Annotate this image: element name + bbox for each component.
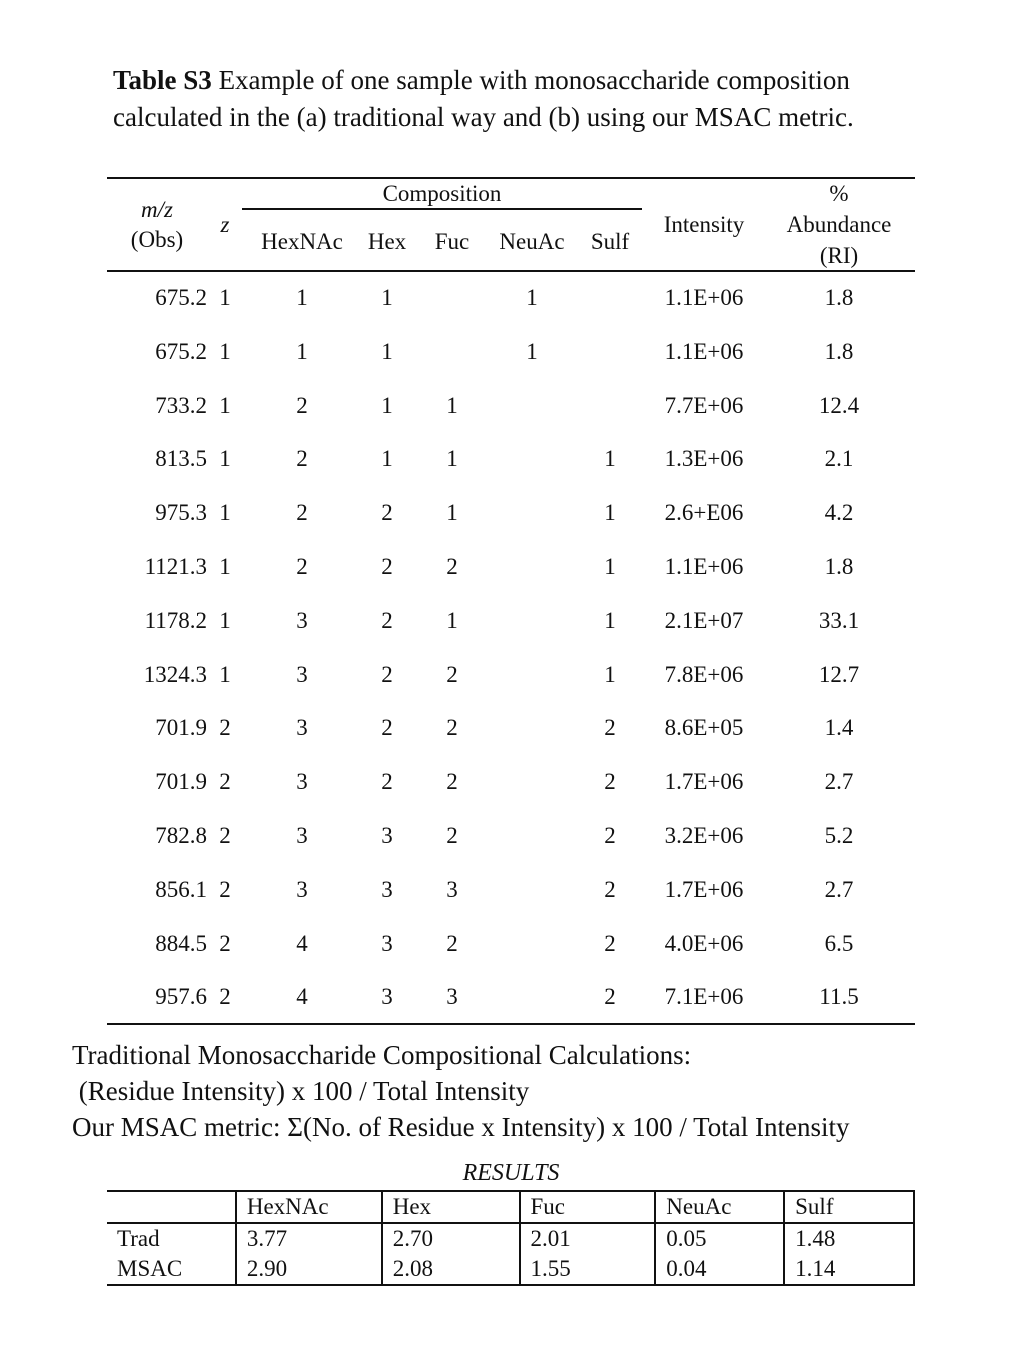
header-intensity: Intensity: [663, 212, 745, 237]
formula-trad: (Residue Intensity) x 100 / Total Intensity: [72, 1076, 530, 1106]
results-row-label: MSAC: [107, 1254, 236, 1285]
results-header-neuac: NeuAc: [655, 1191, 784, 1223]
table-cell-hex: 1: [381, 338, 393, 364]
table-cell-hex: 2: [381, 769, 393, 795]
table-cell-fuc: 2: [446, 554, 458, 579]
table-cell-hexnac: 3: [296, 876, 308, 902]
table-cell-hexnac: 3: [296, 607, 308, 633]
table-cell-abundance: 1.4: [824, 715, 854, 741]
table-cell-hexnac: 4: [296, 930, 308, 956]
formula-trad-heading: Traditional Monosaccharide Compositional Calculations:: [72, 1040, 692, 1070]
table-cell-intensity: 8.6E+05: [664, 715, 744, 741]
table-cell-mz: 957.6: [155, 984, 207, 1010]
table-cell-fuc: 2: [446, 930, 458, 956]
table-cell-hex: 2: [381, 715, 393, 741]
table-cell-z: 2: [219, 715, 231, 741]
caption-text: Example of one sample with monosaccharide composition calculated in the (a) traditional way and (b) using our MSAC metric.: [113, 65, 854, 132]
table-cell-z: 2: [219, 984, 231, 1010]
table-cell-abundance: 11.5: [819, 984, 859, 1010]
table-cell-hexnac: 3: [296, 661, 308, 687]
table-cell-intensity: 2.1E+07: [664, 607, 744, 633]
table-cell-sulf: 1: [604, 446, 616, 472]
table-cell-fuc: 2: [446, 769, 458, 795]
table-cell-fuc: 2: [446, 823, 458, 848]
table-cell-hex: 2: [381, 607, 393, 633]
table-cell-intensity: 1.1E+06: [664, 554, 744, 579]
table-top-rule: [107, 177, 915, 179]
results-value-neuac: 0.04: [655, 1254, 784, 1285]
table-cell-hexnac: 2: [296, 392, 308, 418]
table-cell-mz: 701.9: [155, 769, 207, 795]
results-header-fuc: Fuc: [520, 1191, 656, 1223]
table-cell-sulf: 2: [604, 715, 616, 741]
table-cell-abundance: 33.1: [818, 607, 860, 633]
table-cell-z: 2: [219, 930, 231, 956]
table-cell-hex: 3: [381, 984, 393, 1010]
table-cell-abundance: 12.4: [818, 392, 860, 418]
results-row-trad: [107, 1223, 914, 1254]
results-value-neuac: 0.05: [655, 1223, 784, 1254]
results-value-hexnac: 3.77: [236, 1223, 382, 1254]
table-cell-abundance: 4.2: [824, 500, 854, 526]
table-cell-hexnac: 3: [296, 715, 308, 741]
table-cell-hex: 1: [381, 446, 393, 472]
header-hex: Hex: [367, 229, 407, 254]
results-header-sulf: Sulf: [784, 1191, 914, 1223]
table-cell-z: 1: [219, 392, 231, 418]
table-cell-neuac: 1: [526, 285, 538, 310]
table-cell-z: 1: [219, 661, 231, 687]
table-cell-intensity: 4.0E+06: [664, 930, 744, 956]
table-cell-hex: 2: [381, 554, 393, 579]
header-mz-obs: (Obs): [130, 227, 184, 252]
table-cell-hex: 2: [381, 661, 393, 687]
table-cell-sulf: 1: [604, 607, 616, 633]
table-cell-mz: 856.1: [155, 876, 207, 902]
header-abundance-pct: %: [829, 181, 849, 206]
table-cell-sulf: 1: [604, 500, 616, 526]
table-cell-z: 2: [219, 876, 231, 902]
table-cell-sulf: 1: [604, 554, 616, 579]
header-bottom-rule: [107, 270, 915, 272]
caption-label: Table S3: [113, 65, 212, 95]
table-cell-z: 1: [219, 446, 231, 472]
formulas: [72, 1037, 972, 1145]
table-cell-z: 1: [219, 554, 231, 579]
results-title: RESULTS: [462, 1160, 560, 1186]
table-cell-mz: 675.2: [155, 285, 207, 310]
table-cell-hexnac: 4: [296, 984, 308, 1010]
table-cell-abundance: 2.7: [824, 769, 854, 795]
table-cell-intensity: 3.2E+06: [664, 823, 744, 848]
table-cell-z: 2: [219, 823, 231, 848]
table-cell-mz: 1324.3: [143, 661, 207, 687]
table-cell-hex: 3: [381, 930, 393, 956]
table-cell-mz: 675.2: [155, 338, 207, 364]
header-sulf: Sulf: [590, 229, 630, 254]
table-cell-fuc: 3: [446, 876, 458, 902]
table-cell-intensity: 1.3E+06: [664, 446, 744, 472]
table-cell-z: 1: [219, 500, 231, 526]
table-cell-intensity: 7.1E+06: [664, 984, 744, 1010]
header-fuc: Fuc: [434, 229, 470, 254]
table-cell-neuac: 1: [526, 338, 538, 364]
results-value-hexnac: 2.90: [236, 1254, 382, 1285]
composition-underline: [242, 208, 642, 210]
table-cell-hex: 3: [381, 823, 393, 848]
header-abundance: Abundance: [786, 212, 892, 237]
table-cell-mz: 1121.3: [144, 554, 207, 579]
table-cell-fuc: 1: [446, 446, 458, 472]
results-value-sulf: 1.48: [784, 1223, 914, 1254]
table-cell-intensity: 1.7E+06: [664, 769, 744, 795]
results-row-label: Trad: [107, 1223, 236, 1254]
table-caption: [113, 62, 953, 136]
results-header-hex: Hex: [382, 1191, 520, 1223]
table-cell-fuc: 1: [446, 392, 458, 418]
table-cell-z: 1: [219, 285, 231, 310]
table-cell-fuc: 2: [446, 715, 458, 741]
header-z: z: [220, 212, 230, 237]
results-value-fuc: 1.55: [520, 1254, 656, 1285]
table-cell-abundance: 6.5: [824, 930, 854, 956]
table-cell-sulf: 2: [604, 930, 616, 956]
table-cell-z: 2: [219, 769, 231, 795]
results-table: [107, 1190, 915, 1286]
header-neuac: NeuAc: [499, 229, 565, 254]
results-header-hexnac: HexNAc: [236, 1191, 382, 1223]
header-mz: m/z: [141, 197, 173, 222]
table-cell-hexnac: 2: [296, 446, 308, 472]
table-cell-hex: 3: [381, 876, 393, 902]
table-cell-z: 1: [219, 338, 231, 364]
table-cell-abundance: 1.8: [824, 554, 854, 579]
table-cell-hex: 2: [381, 500, 393, 526]
table-cell-fuc: 3: [446, 984, 458, 1010]
table-cell-hexnac: 2: [296, 500, 308, 526]
table-cell-hexnac: 1: [296, 338, 308, 364]
table-cell-hexnac: 1: [296, 285, 308, 310]
results-row-msac: [107, 1254, 914, 1285]
table-cell-abundance: 1.8: [824, 285, 854, 310]
table-cell-sulf: 2: [604, 984, 616, 1010]
table-cell-intensity: 1.1E+06: [664, 285, 744, 310]
results-header-blank: [107, 1191, 236, 1223]
table-cell-sulf: 2: [604, 769, 616, 795]
table-cell-abundance: 12.7: [818, 661, 860, 687]
table-cell-abundance: 2.7: [824, 876, 854, 902]
table-cell-sulf: 2: [604, 876, 616, 902]
table-cell-mz: 1178.2: [144, 607, 207, 633]
table-cell-hexnac: 3: [296, 769, 308, 795]
table-cell-hex: 1: [381, 392, 393, 418]
table-cell-intensity: 7.7E+06: [664, 392, 744, 418]
table-cell-sulf: 2: [604, 823, 616, 848]
results-header-row: [107, 1191, 914, 1223]
table-cell-intensity: 1.1E+06: [664, 338, 744, 364]
table-cell-fuc: 2: [446, 661, 458, 687]
table-cell-fuc: 1: [446, 607, 458, 633]
header-hexnac: HexNAc: [261, 229, 343, 254]
table-cell-mz: 884.5: [155, 930, 207, 956]
table-cell-abundance: 1.8: [824, 338, 854, 364]
table-cell-mz: 975.3: [155, 500, 207, 526]
results-value-hex: 2.70: [382, 1223, 520, 1254]
results-value-fuc: 2.01: [520, 1223, 656, 1254]
table-cell-hexnac: 3: [296, 823, 308, 848]
header-composition: Composition: [382, 181, 502, 206]
table-cell-hex: 1: [381, 285, 393, 310]
table-cell-intensity: 1.7E+06: [664, 876, 744, 902]
table-cell-mz: 782.8: [155, 823, 207, 848]
table-cell-mz: 733.2: [155, 392, 207, 418]
table-cell-abundance: 2.1: [824, 446, 854, 472]
formula-msac: Our MSAC metric: Σ(No. of Residue x Intensity) x 100 / Total Intensity: [72, 1112, 850, 1142]
header-abundance-ri: (RI): [819, 243, 859, 268]
table-cell-fuc: 1: [446, 500, 458, 526]
table-cell-mz: 701.9: [155, 715, 207, 741]
table-cell-intensity: 2.6+E06: [664, 500, 744, 526]
table-cell-sulf: 1: [604, 661, 616, 687]
table-cell-intensity: 7.8E+06: [664, 661, 744, 687]
composition-table: [107, 177, 915, 1027]
table-bottom-rule: [107, 1023, 915, 1025]
table-cell-abundance: 5.2: [824, 823, 854, 848]
table-cell-hexnac: 2: [296, 554, 308, 579]
results-value-hex: 2.08: [382, 1254, 520, 1285]
results-value-sulf: 1.14: [784, 1254, 914, 1285]
table-cell-mz: 813.5: [155, 446, 207, 472]
table-cell-z: 1: [219, 607, 231, 633]
